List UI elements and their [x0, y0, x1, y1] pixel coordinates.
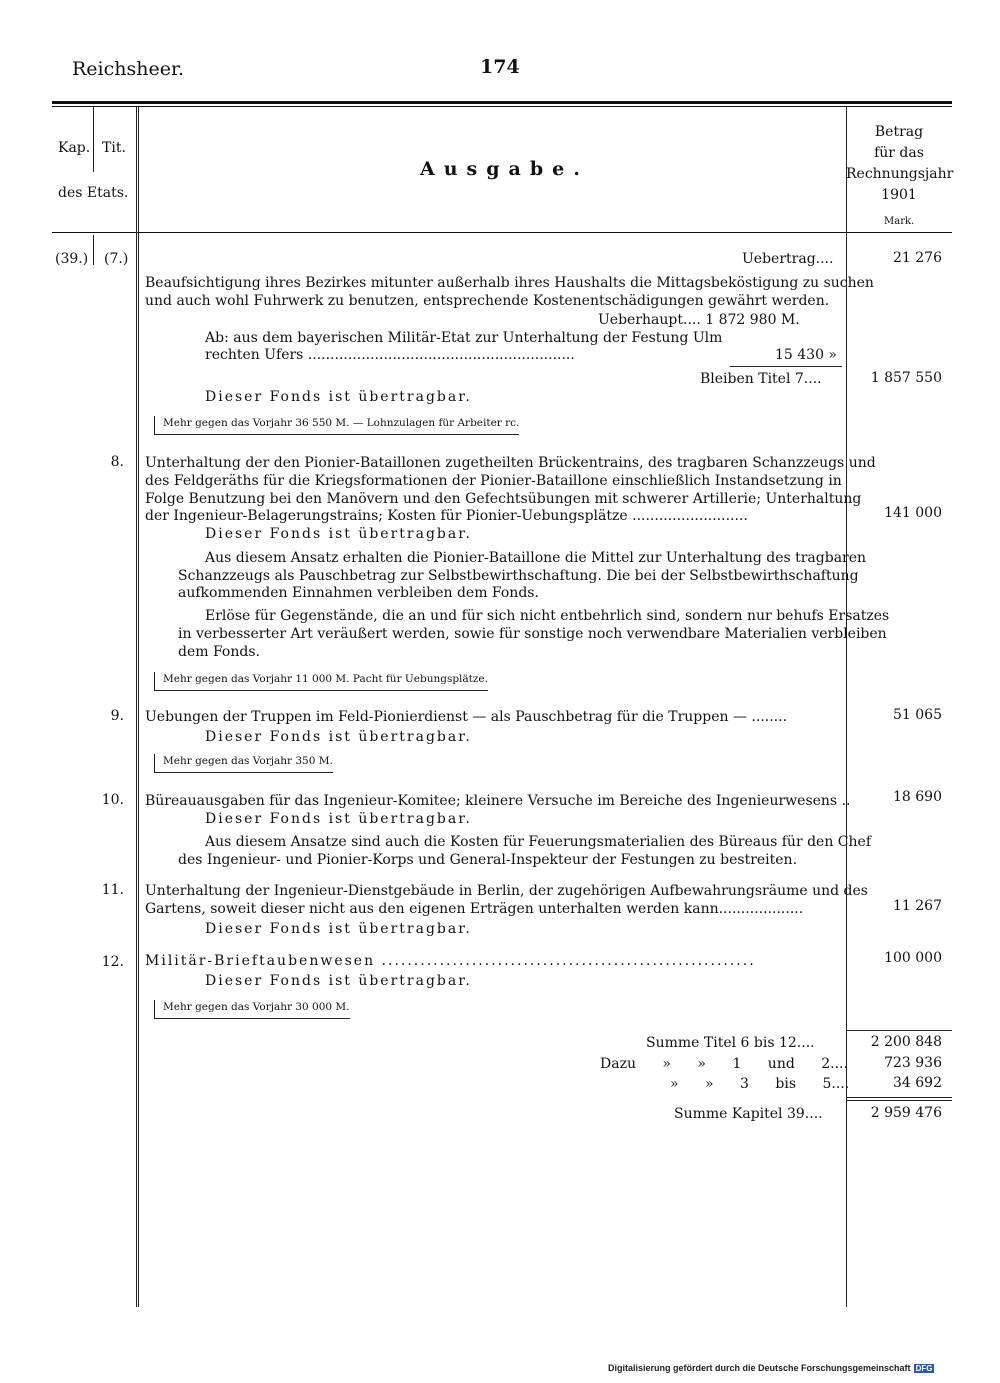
bleiben-amount: 1 857 550 [870, 370, 942, 386]
text-line: Unterhaltung der Ingenieur-Dienstgebäude in Berlin, der zugehörigen Aufbewahrungsräume und des [145, 883, 868, 899]
text-line: Beaufsichtigung ihres Bezirkes mitunter außerhalb ihres Haushalts die Mittagsbeköstigung zu suchen [145, 275, 874, 291]
page-number: 174 [480, 56, 520, 78]
text-line: Uebungen der Truppen im Feld-Pionierdienst — als Pauschbetrag für die Truppen — ........ [145, 709, 788, 725]
col-divider-kap [93, 107, 94, 172]
text-line: Gartens, soweit dieser nicht aus den eigenen Erträgen unterhalten werden kann................... [145, 901, 804, 917]
text-line: des Feldgeräths für die Kriegsformationen der Pionier-Bataillone einschließlich Instandsetzung in [145, 473, 842, 489]
tit-8: 8. [110, 454, 124, 470]
text-line: Aus diesem Ansatz erhalten die Pionier-Bataillone die Mittel zur Unterhaltung des tragbaren [205, 550, 867, 566]
note-box: Mehr gegen das Vorjahr 36 550 M. — Lohnzulagen für Arbeiter rc. [154, 416, 519, 435]
text-line: und auch wohl Fuhrwerk zu benutzen, entsprechende Kostenentschädigungen gewährt werden. [145, 293, 830, 309]
fonds-note: Dieser Fonds ist übertragbar. [205, 389, 472, 405]
note-box: Mehr gegen das Vorjahr 30 000 M. [154, 1000, 350, 1019]
col-betrag: Betrag für das Rechnungsjahr 1901 [846, 124, 954, 203]
col-kap: Kap. [58, 140, 91, 156]
top-rule [52, 101, 952, 104]
fonds-note: Dieser Fonds ist übertragbar. [205, 811, 472, 827]
tit-11: 11. [101, 882, 124, 898]
dazu-1-amount: 723 936 [884, 1055, 942, 1071]
text-line: Erlöse für Gegenstände, die an und für sich nicht entbehrlich sind, sondern nur behufs Ersatzes [205, 608, 890, 624]
tit-12-amount: 100 000 [884, 950, 942, 966]
text-line: des Ingenieur- und Pionier-Korps und General-Inspekteur der Festungen zu bestreiten. [178, 852, 798, 868]
dazu-2-amount: 34 692 [893, 1075, 942, 1091]
sum-rule [846, 1100, 952, 1101]
col-divider-kap-2 [93, 235, 94, 265]
col-des-etats: des Etats. [58, 185, 129, 201]
uebertrag-label: Uebertrag.... [742, 251, 834, 267]
note-box: Mehr gegen das Vorjahr 350 M. [154, 754, 333, 773]
col-divider-tit [136, 107, 137, 1307]
col-divider-tit-2 [138, 107, 139, 1307]
fonds-note: Dieser Fonds ist übertragbar. [205, 526, 472, 542]
sum-rule [846, 1097, 952, 1098]
fonds-note: Dieser Fonds ist übertragbar. [205, 921, 472, 937]
sum-rule [730, 366, 842, 367]
bleiben-label: Bleiben Titel 7.... [700, 371, 822, 387]
text-line: in verbesserter Art veräußert werden, sowie für sonstige noch verwendbare Materialien verbleiben [178, 626, 887, 642]
fonds-note: Dieser Fonds ist übertragbar. [205, 973, 472, 989]
text-line: Schanzzeugs als Pauschbetrag zur Selbstbewirthschaftung. Die bei der Selbstbewirthschaftung [178, 568, 859, 584]
dfg-logo: DFG [915, 1364, 933, 1373]
sum-rule [846, 1030, 952, 1031]
tit-8-amount: 141 000 [884, 505, 942, 521]
note-box: Mehr gegen das Vorjahr 11 000 M. Pacht für Uebungsplätze. [154, 672, 488, 691]
text-line: Ab: aus dem bayerischen Militär-Etat zur Unterhaltung der Festung Ulm [205, 330, 723, 346]
col-mark: Mark. [884, 216, 915, 227]
kap-number: (39.) [55, 251, 89, 267]
ueberhaupt: Ueberhaupt.... 1 872 980 M. [598, 312, 800, 328]
text-line: dem Fonds. [178, 644, 260, 660]
summe-titel-label: Summe Titel 6 bis 12.... [646, 1035, 815, 1051]
tit-10: 10. [101, 792, 124, 808]
summe-titel-amount: 2 200 848 [870, 1034, 942, 1050]
summe-kapitel-label: Summe Kapitel 39.... [674, 1106, 823, 1122]
text-line: aufkommenden Einnahmen verbleiben dem Fonds. [178, 585, 539, 601]
tit-10-amount: 18 690 [893, 789, 942, 805]
text-line: der Ingenieur-Belagerungstrains; Kosten für Pionier-Uebungsplätze .......................... [145, 508, 748, 524]
footer-credit [608, 1363, 934, 1373]
tit-11-amount: 11 267 [893, 898, 942, 914]
text-line: Folge Benutzung bei den Manövern und den Gefechtsübungen mit schwerer Artillerie; Unterhaltung [145, 491, 862, 507]
tit-9-amount: 51 065 [893, 707, 942, 723]
text-line: Unterhaltung der den Pionier-Bataillonen zugetheilten Brückentrains, des tragbaren Schanzzeugs und [145, 455, 876, 471]
tit-12: 12. [101, 954, 124, 970]
uebertrag-amount: 21 276 [893, 250, 942, 266]
summe-kapitel-amount: 2 959 476 [870, 1105, 942, 1121]
section-title: Ausgabe. [420, 158, 589, 180]
fonds-note: Dieser Fonds ist übertragbar. [205, 729, 472, 745]
running-header: Reichsheer. [72, 58, 185, 80]
tit-9: 9. [110, 708, 124, 724]
header-rule [52, 232, 952, 233]
text-line: Büreauausgaben für das Ingenieur-Komitee; kleinere Versuche im Bereiche des Ingenieurwesens .. [145, 793, 851, 809]
text-line: Militär-Brieftaubenwesen .......................................................... [145, 953, 756, 969]
footer-text: Digitalisierung gefördert durch die Deutsche Forschungsgemeinschaft [608, 1363, 911, 1373]
dazu-1-label: Dazu » » 1 und 2.... [600, 1056, 848, 1072]
top-rule-thin [52, 106, 952, 107]
text-line: Aus diesem Ansatze sind auch die Kosten für Feuerungsmaterialien des Büreaus für den Chef [205, 834, 872, 850]
dazu-2-label: » » 3 bis 5.... [670, 1076, 850, 1092]
col-tit: Tit. [102, 140, 126, 156]
tit-7: (7.) [104, 251, 129, 267]
abzug-amount: 15 430 » [775, 347, 838, 363]
text-line: rechten Ufers ............................................................ [205, 347, 575, 363]
